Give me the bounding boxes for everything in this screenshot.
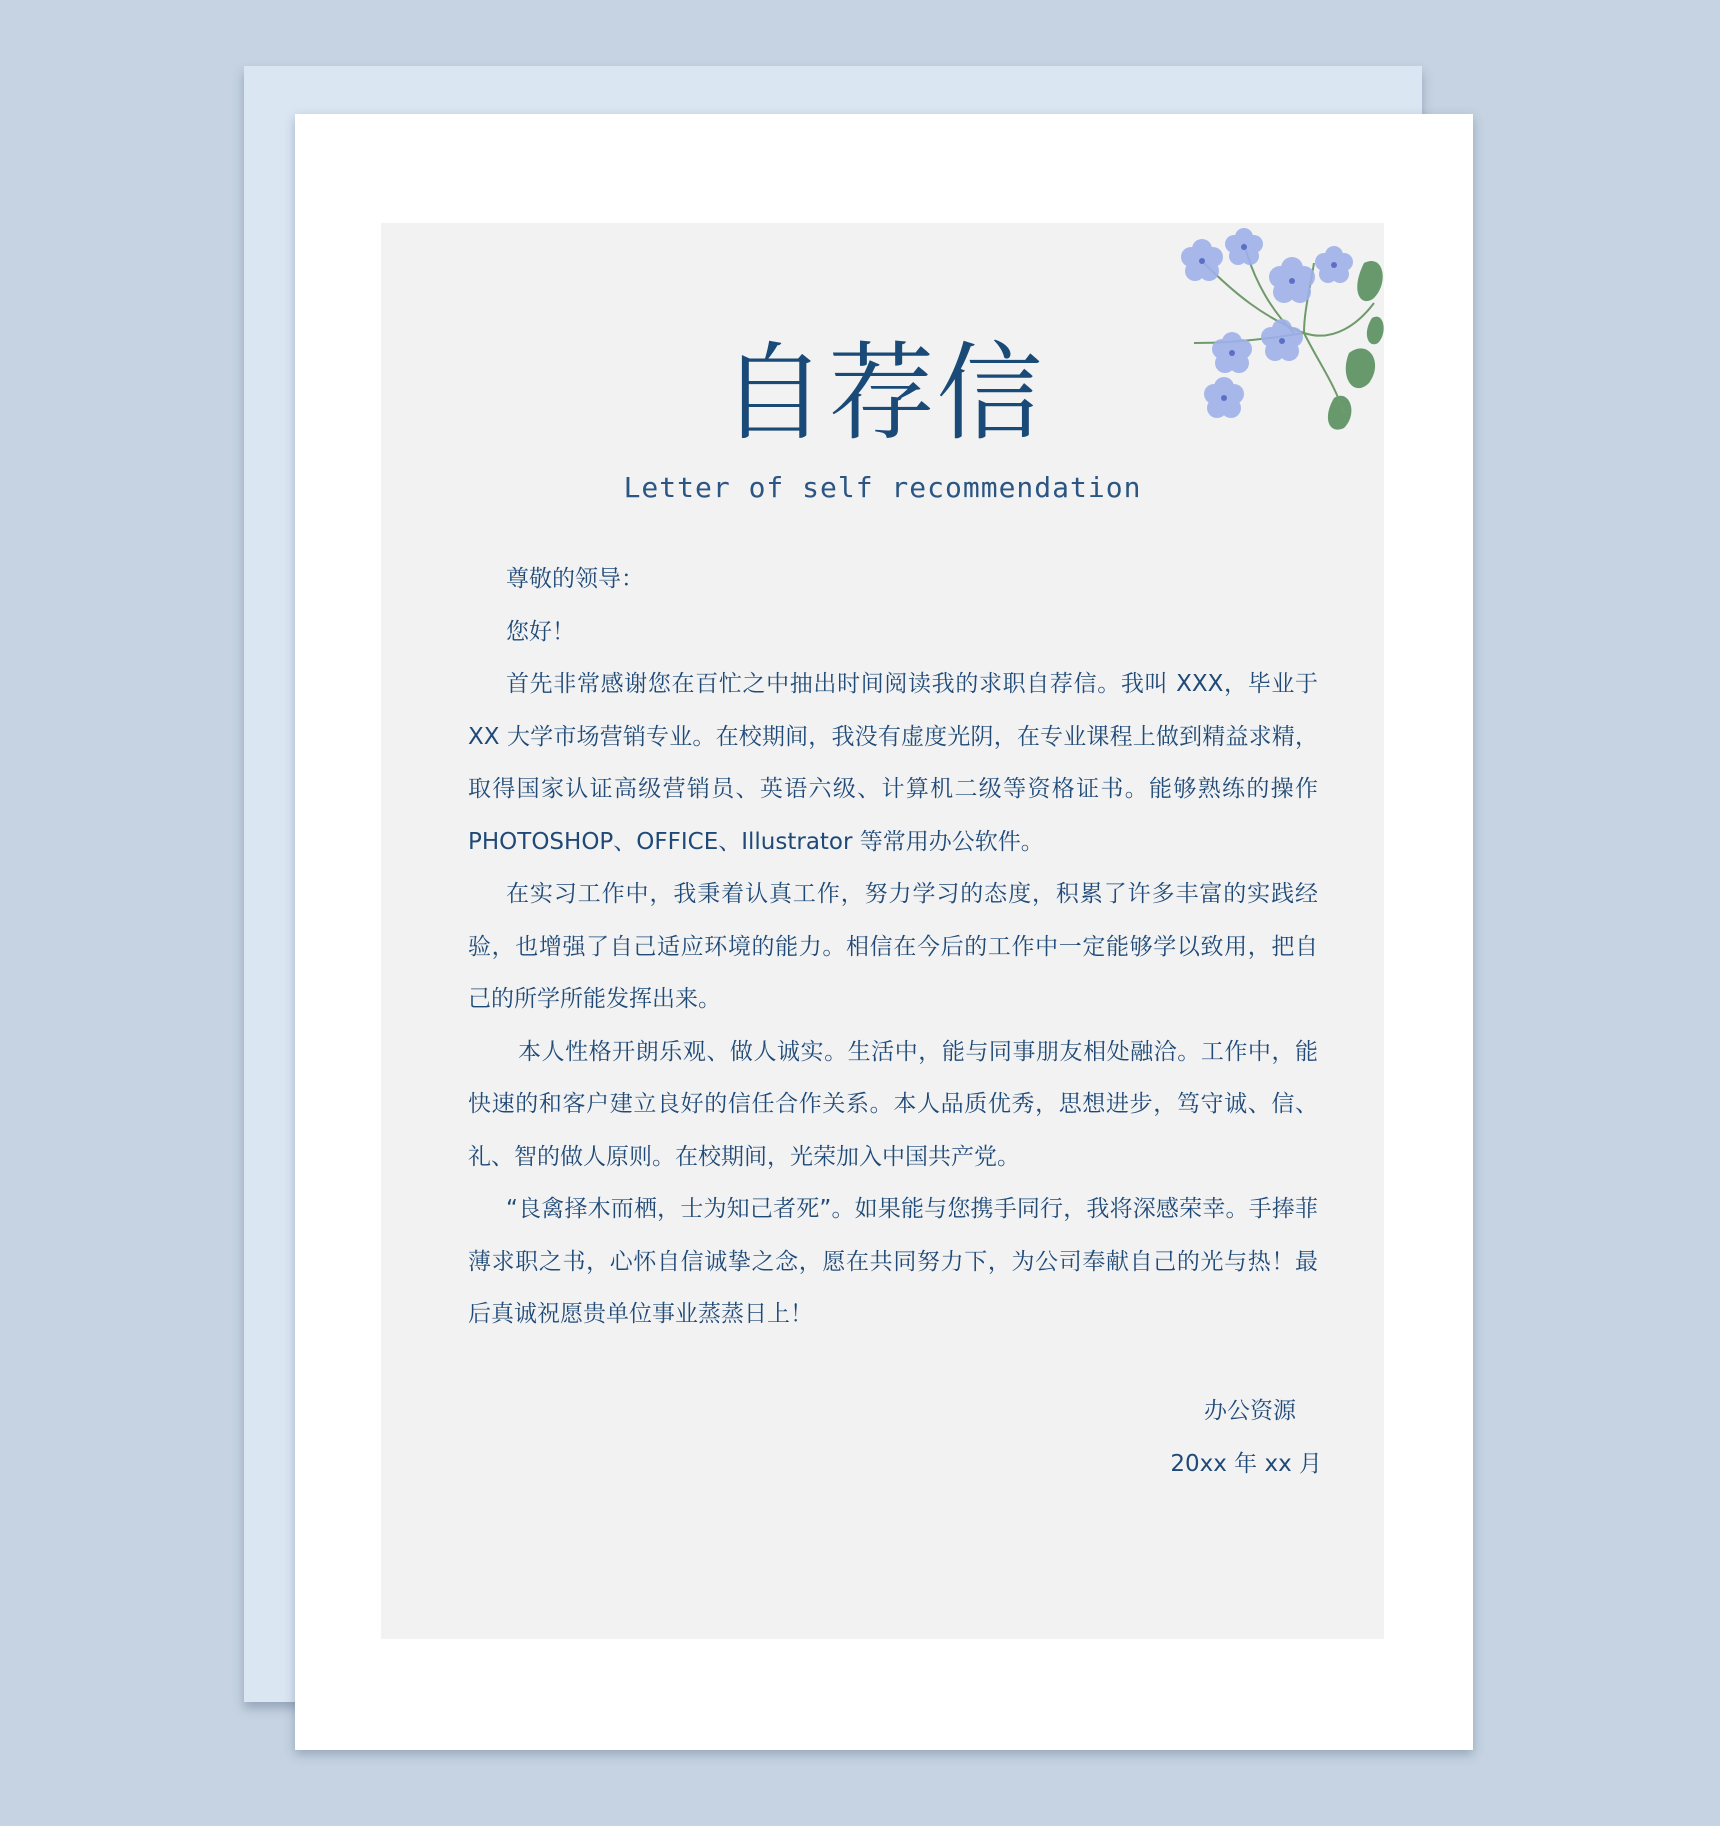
signature-block (1170, 1385, 1322, 1490)
salutation: 尊敬的领导： (506, 566, 644, 592)
paragraph-1: 首先非常感谢您在百忙之中抽出时间阅读我的求职自荐信。我叫 XXX，毕业于 XX 大学市场营销专业。在校期间，我没有虚度光阴，在专业课程上做到精益求精，取得国家认证高级营销员、英语六级、计算机二级等资格证书。能够熟练的操作 PHOTOSHOP、OFFICE、Illustrator 等常用办公软件。 (468, 671, 1318, 855)
greeting: 您好！ (506, 618, 575, 645)
letter-body (468, 553, 1318, 1341)
letter-panel (381, 223, 1384, 1639)
letter-subtitle: Letter of self recommendation (623, 471, 1142, 504)
paragraph-3: 本人性格开朗乐观、做人诚实。生活中，能与同事朋友相处融洽。工作中，能快速的和客户建立良好的信任合作关系。本人品质优秀，思想进步，笃守诚、信、礼、智的做人原则。在校期间，光荣加入中国共产党。 (468, 1038, 1318, 1170)
paragraph-2: 在实习工作中，我秉着认真工作，努力学习的态度，积累了许多丰富的实践经验，也增强了自己适应环境的能力。相信在今后的工作中一定能够学以致用，把自己的所学所能发挥出来。 (468, 881, 1318, 1012)
paragraph-4: “良禽择木而栖，士为知己者死”。如果能与您携手同行，我将深感荣幸。手捧菲薄求职之书，心怀自信诚挚之念，愿在共同努力下，为公司奉献自己的光与热！最后真诚祝愿贵单位事业蒸蒸日上！ (468, 1196, 1318, 1327)
signature-name: 办公资源 (1204, 1398, 1296, 1424)
letter-title: 自荐信 (720, 332, 1045, 455)
signature-date: 20xx 年 xx 月 (1170, 1450, 1322, 1477)
